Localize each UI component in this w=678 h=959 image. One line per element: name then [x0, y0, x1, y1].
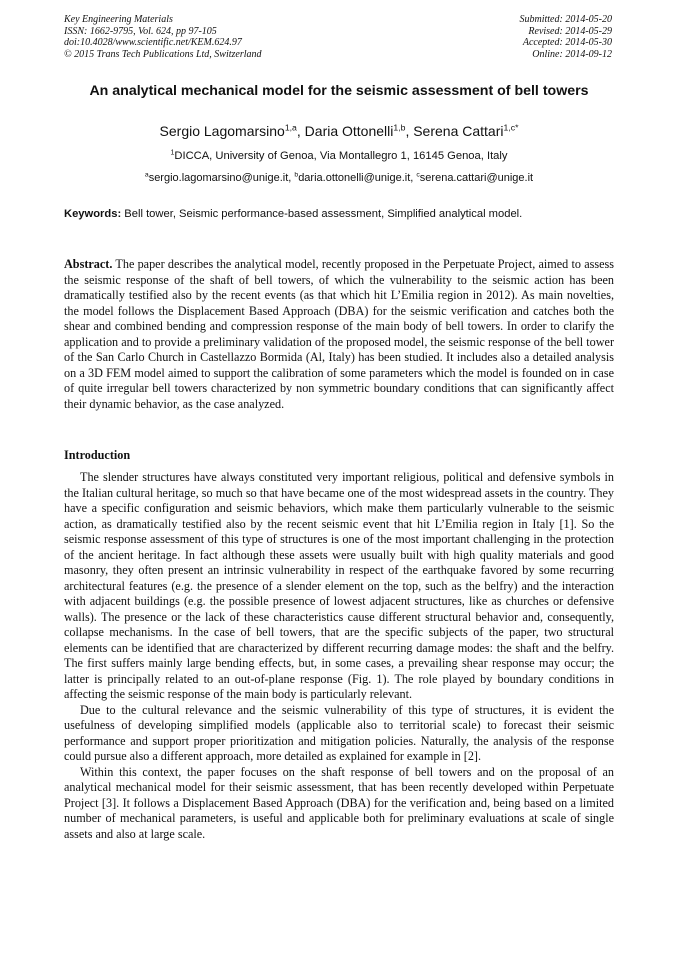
author-affiliation-mark: 1,a: [284, 122, 297, 133]
affiliation: [64, 149, 614, 163]
keywords-text: Bell tower, Seismic performance-based assessment, Simplified analytical model.: [121, 208, 523, 220]
journal-header: [64, 14, 262, 60]
author-affiliation-mark: 1,c*: [503, 122, 519, 133]
abstract-text: The paper describes the analytical model, recently proposed in the Perpetuate Project, aimed to assess the seismic response of the shaft of bell towers, of which the vulnerability to the seismic action has been dramatically testified also by the recent events (as that which hit L’Emilia region in 2012). As main novelties, the model follows the Displacement Based Approach (DBA) for the seismic verification and catches both the shear and combined bending and compression response of the main body of bell towers. In order to clarify the application and to provide a preliminary validation of the proposed model, the seismic response of the bell tower of the San Carlo Church in Castellazzo Bormida (Al, Italy) has been studied. It includes also a detailed analysis on a 3D FEM model aimed to support the calibration of some parameters which the model is founded on in case of quite irregular bell towers characterized by non symmetric boundary conditions that can significantly affect their dynamic behavior, as the case analyzed.: [64, 257, 614, 411]
email-mark: a: [144, 171, 149, 179]
author-name: Daria Ottonelli: [304, 123, 394, 139]
abstract-label: Abstract.: [64, 257, 113, 271]
paragraph: Due to the cultural relevance and the seismic vulnerability of this type of structures, it is evident the usefulness of developing simplified models (applicable also to territorial scale) to forecast their seismic performance and support proper prioritization and mitigation policies. Naturally, the analysis of the response could pursue also a different approach, more detailed as explained for example in [2].: [64, 702, 614, 763]
email-separator: ,: [288, 172, 295, 184]
author-separator: ,: [405, 123, 414, 139]
email-address[interactable]: serena.cattari@unige.it: [419, 172, 534, 184]
email-address[interactable]: daria.ottonelli@unige.it: [298, 172, 411, 184]
email-separator: ,: [410, 172, 417, 184]
affiliation-text: DICCA, University of Genoa, Via Montallegro 1, 16145 Genoa, Italy: [174, 150, 508, 162]
keywords-label: Keywords:: [64, 208, 122, 220]
date-online: Online: 2014-09-12: [532, 48, 612, 60]
email-mark: c: [416, 171, 420, 179]
email-list: [64, 171, 614, 185]
affiliation-mark: 1: [170, 149, 175, 157]
paper-title: An analytical mechanical model for the seismic assessment of bell towers: [89, 83, 589, 99]
journal-issn: ISSN: 1662-9795, Vol. 624, pp 97-105: [64, 25, 217, 37]
journal-name: Key Engineering Materials: [64, 14, 173, 25]
date-accepted: Accepted: 2014-05-30: [522, 37, 612, 48]
introduction-body: [64, 470, 614, 842]
author-separator: ,: [296, 123, 305, 139]
dates-header: [520, 14, 613, 60]
paragraph: The slender structures have always constituted very important religious, political and defensive symbols in the Italian cultural heritage, so much so that have became one of the most widespread assets in the country. They have a specific configuration and seismic behaviors, which make them particularly vulnerable to the seismic action, as dramatically testified also by the recent seismic event that hit L’Emilia region in Italy [1]. So the seismic response assessment of this type of structures is one of the most important challenging in the protection of the ancient heritage. In fact although these assets were usually built with high quality materials and good masonry, they often present an intrinsic vulnerability in respect of the earthquake favored by some recurring architectural features (e.g. the presence of a slender element on the top, such as the belfry) and the interaction with adjacent buildings (e.g. the possible presence of lowest adjacent structures, like as churches or defensive walls). The presence or the lack of these characteristics cause different structural behavior and, consequently, collapse mechanisms. In the case of bell towers, that are the specific subjects of the paper, two structural elements can be identified that are characterized by different recurring damage modes: the shaft and the belfry. The first suffers mainly large bending effects, but, in some cases, a prevailing shear response may occur; the latter is principally related to an out-of-plane response (Fig. 1). The role played by boundary conditions in affecting the seismic response of the main body is particularly relevant.: [64, 470, 614, 701]
email-address[interactable]: sergio.lagomarsino@unige.it: [148, 172, 289, 184]
journal-doi: doi:10.4028/www.scientific.net/KEM.624.97: [64, 37, 242, 48]
abstract: [64, 257, 614, 412]
date-revised: Revised: 2014-05-29: [528, 25, 612, 37]
email-mark: b: [294, 171, 299, 179]
author-list: [64, 122, 614, 140]
date-submitted: Submitted: 2014-05-20: [519, 14, 612, 25]
paragraph: Within this context, the paper focuses on the shaft response of bell towers and on the proposal of an analytical mechanical model for their seismic assessment, that has been recently developed within Perpetuate Project [3]. It follows a Displacement Based Approach (DBA) for the verification and, being based on a limited number of mechanical parameters, is useful and applicable both for preliminary evaluations at scale of single assets and also at large scale.: [64, 764, 614, 841]
author-name: Sergio Lagomarsino: [159, 123, 285, 139]
author-name: Serena Cattari: [413, 123, 504, 139]
journal-copyright: © 2015 Trans Tech Publications Ltd, Switzerland: [64, 48, 262, 60]
author-affiliation-mark: 1,b: [393, 122, 406, 133]
section-heading-introduction: Introduction: [64, 448, 131, 462]
keywords: [64, 207, 616, 221]
